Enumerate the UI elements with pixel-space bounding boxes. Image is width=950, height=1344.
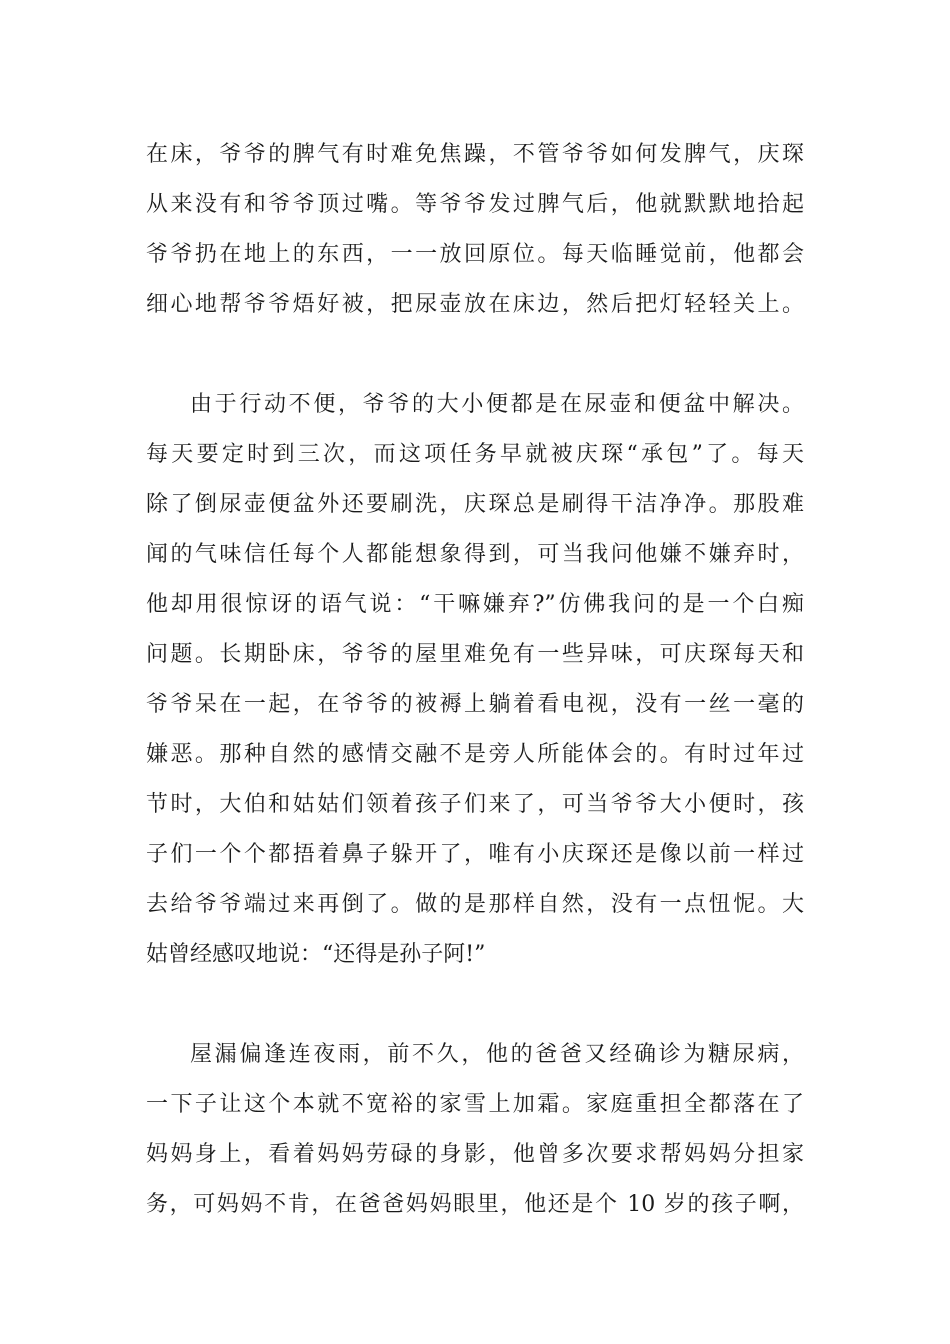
- text-line: 问题。长期卧床，爷爷的屋里难免有一些异味，可庆琛每天和: [146, 642, 804, 667]
- paragraph-2: [146, 380, 804, 980]
- text-line: 姑曾经感叹地说：“还得是孙子阿!”: [146, 942, 486, 967]
- text-line: 妈妈身上，看着妈妈劳碌的身影，他曾多次要求帮妈妈分担家: [146, 1142, 804, 1167]
- text-line: 爷爷扔在地上的东西，一一放回原位。每天临睡觉前，他都会: [146, 242, 804, 267]
- paragraph-3: [146, 1030, 804, 1230]
- text-line: 由于行动不便，爷爷的大小便都是在尿壶和便盆中解决。: [190, 392, 804, 417]
- text-line: 子们一个个都捂着鼻子躲开了，唯有小庆琛还是像以前一样过: [146, 842, 804, 867]
- text-line: 闻的气味信任每个人都能想象得到，可当我问他嫌不嫌弃时，: [146, 542, 804, 567]
- text-line: 在床，爷爷的脾气有时难免焦躁，不管爷爷如何发脾气，庆琛: [146, 142, 804, 167]
- text-line: 嫌恶。那种自然的感情交融不是旁人所能体会的。有时过年过: [146, 742, 804, 767]
- paragraph-spacer: [146, 980, 804, 1030]
- paragraph-spacer: [146, 330, 804, 380]
- text-line: 从来没有和爷爷顶过嘴。等爷爷发过脾气后，他就默默地拾起: [146, 192, 804, 217]
- text-line: 细心地帮爷爷焐好被，把尿壶放在床边，然后把灯轻轻关上。: [146, 292, 804, 317]
- text-line: 去给爷爷端过来再倒了。做的是那样自然，没有一点忸怩。大: [146, 892, 804, 917]
- text-line: 每天要定时到三次，而这项任务早就被庆琛“承包”了。每天: [146, 442, 804, 467]
- text-line: 除了倒尿壶便盆外还要刷洗，庆琛总是刷得干洁净净。那股难: [146, 492, 804, 517]
- paragraph-1: [146, 130, 804, 330]
- text-line: 屋漏偏逢连夜雨，前不久，他的爸爸又经确诊为糖尿病，: [190, 1042, 804, 1067]
- document-body: [146, 130, 804, 1230]
- text-line: 务，可妈妈不肯，在爸爸妈妈眼里，他还是个 10 岁的孩子啊，: [146, 1192, 804, 1217]
- text-line: 他却用很惊讶的语气说：“干嘛嫌弃?”仿佛我问的是一个白痴: [146, 592, 804, 617]
- text-line: 爷爷呆在一起，在爷爷的被褥上躺着看电视，没有一丝一毫的: [146, 692, 804, 717]
- text-line: 一下子让这个本就不宽裕的家雪上加霜。家庭重担全都落在了: [146, 1092, 804, 1117]
- text-line: 节时，大伯和姑姑们领着孩子们来了，可当爷爷大小便时，孩: [146, 792, 804, 817]
